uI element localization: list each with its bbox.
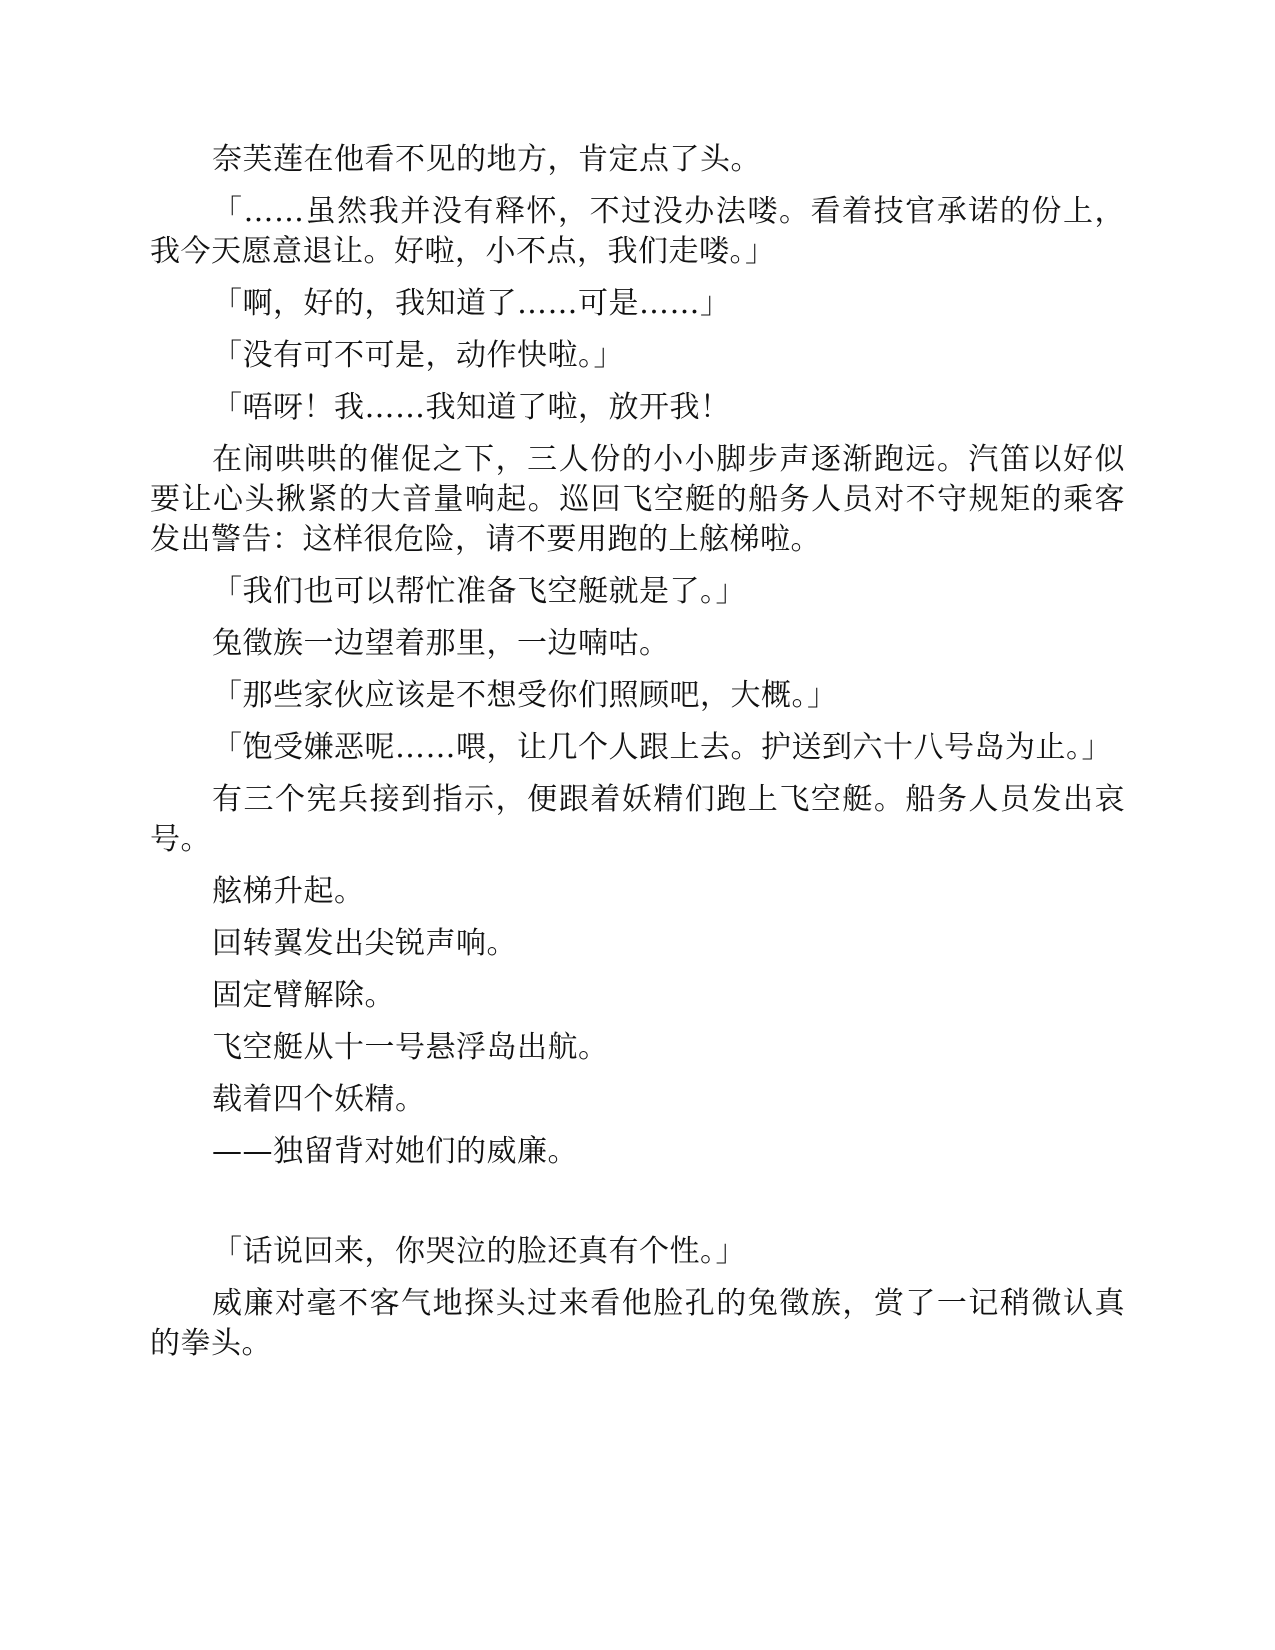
paragraph: 「我们也可以帮忙准备飞空艇就是了。」 — [212, 574, 746, 609]
paragraph: 威廉对毫不客气地探头过来看他脸孔的兔徵族，赏了一记稍微认真的拳头。 — [150, 1286, 1125, 1361]
paragraph: 兔徵族一边望着那里，一边喃咕。 — [212, 626, 670, 661]
paragraph: 「没有可不可是，动作快啦。」 — [212, 338, 624, 373]
paragraph: 载着四个妖精。 — [212, 1082, 426, 1117]
paragraph: 「啊，好的，我知道了……可是……」 — [212, 286, 731, 321]
paragraph: 飞空艇从十一号悬浮岛出航。 — [212, 1030, 609, 1065]
paragraph: 固定臂解除。 — [212, 978, 395, 1013]
document-page — [150, 140, 1125, 1376]
paragraph: 「那些家伙应该是不想受你们照顾吧，大概。」 — [212, 678, 838, 713]
paragraph: ——独留背对她们的威廉。 — [212, 1134, 578, 1169]
paragraph: 「唔呀！我……我知道了啦，放开我！ — [212, 390, 731, 425]
paragraph: 「……虽然我并没有释怀，不过没办法喽。看着技官承诺的份上，我今天愿意退让。好啦，小不点，我们走喽。」 — [150, 194, 1125, 269]
paragraph: 「话说回来，你哭泣的脸还真有个性。」 — [212, 1234, 746, 1269]
paragraph: 有三个宪兵接到指示，便跟着妖精们跑上飞空艇。船务人员发出哀号。 — [150, 782, 1125, 857]
paragraph: 奈芙莲在他看不见的地方，肯定点了头。 — [212, 142, 761, 177]
section-break — [150, 1184, 1125, 1232]
paragraph: 在闹哄哄的催促之下，三人份的小小脚步声逐渐跑远。汽笛以好似要让心头揪紧的大音量响起。巡回飞空艇的船务人员对不守规矩的乘客发出警告：这样很危险，请不要用跑的上舷梯啦。 — [150, 442, 1125, 557]
paragraph: 回转翼发出尖锐声响。 — [212, 926, 517, 961]
paragraph: 「饱受嫌恶呢……喂，让几个人跟上去。护送到六十八号岛为止。」 — [212, 730, 1112, 765]
paragraph: 舷梯升起。 — [212, 874, 365, 909]
